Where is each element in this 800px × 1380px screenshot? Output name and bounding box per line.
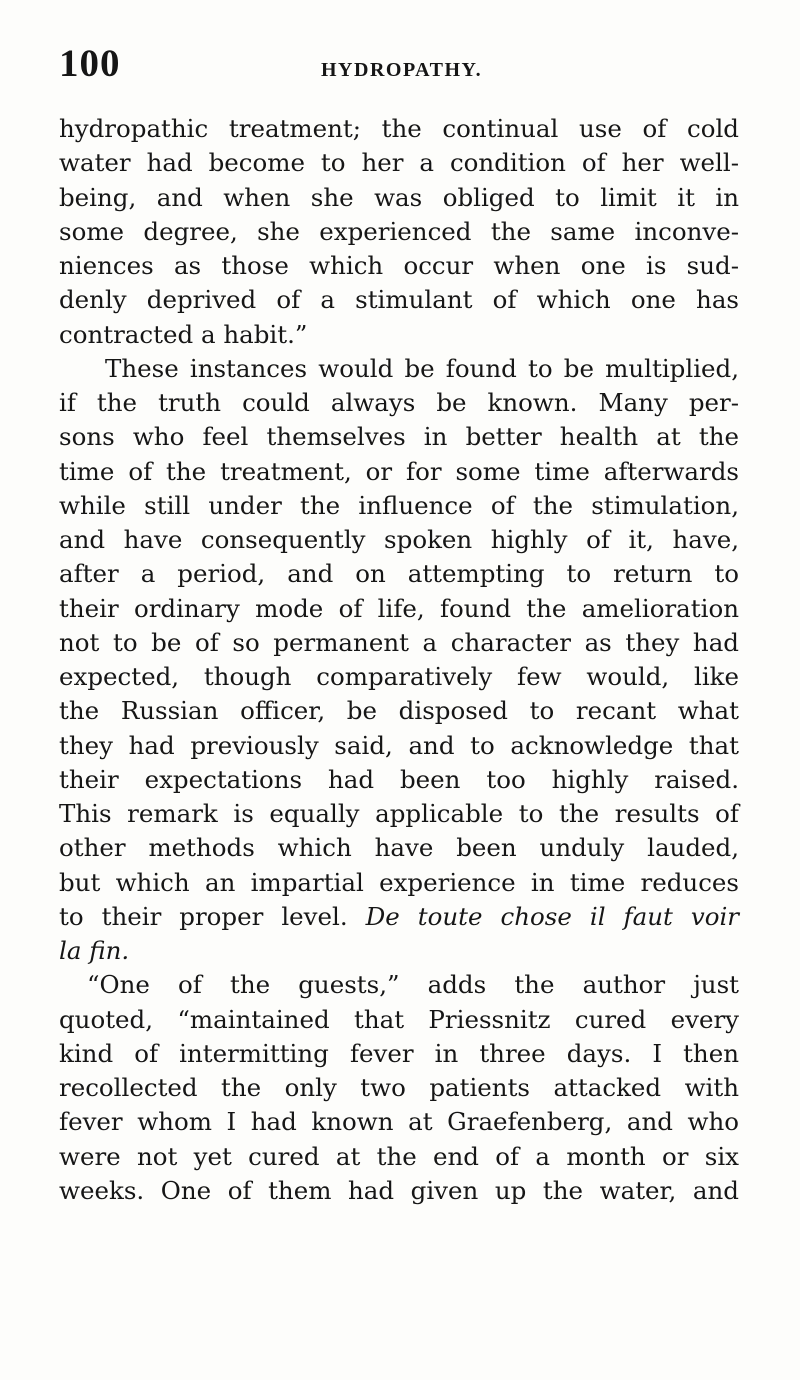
text-line: contracted a habit.” — [59, 319, 308, 349]
text-line: other methods which have been unduly lauded, — [59, 833, 739, 863]
text-line-with-quote — [59, 900, 739, 934]
text-line: This remark is equally applicable to the results of — [59, 799, 739, 828]
text-line: recollected the only two patients attacked with — [59, 1073, 739, 1102]
page-header — [59, 44, 739, 94]
text-line: time of the treatment, or for some time afterwards — [59, 456, 739, 486]
text-line: sons who feel themselves in better health at the — [59, 422, 739, 452]
text-line: denly deprived of a stimulant of which one has — [59, 285, 739, 315]
text-line: and have consequently spoken highly of it, have, — [59, 525, 739, 554]
text-line: expected, though comparatively few would, like — [59, 662, 739, 691]
text-line: being, and when she was obliged to limit it in — [59, 182, 739, 212]
text-line: not to be of so permanent a character as they had — [59, 627, 739, 657]
text-line: their expectations had been too highly raised. — [59, 764, 739, 794]
text-line: the Russian officer, be disposed to recant what — [59, 696, 739, 726]
text-line: kind of intermitting fever in three days. I then — [59, 1038, 739, 1068]
text-span: to their proper level. — [59, 901, 348, 931]
text-line: after a period, and on attempting to return to — [59, 559, 739, 589]
text-line: while still under the influence of the stimulation, — [59, 490, 739, 520]
text-line: fever whom I had known at Graefenberg, and who — [59, 1107, 739, 1137]
text-line: quoted, “maintained that Priessnitz cured every — [59, 1004, 739, 1034]
text-line: they had previously said, and to acknowledge that — [59, 730, 739, 760]
running-head: HYDROPATHY. — [321, 59, 483, 81]
french-quotation-end: la fin. — [59, 936, 130, 965]
text-line: were not yet cured at the end of a month or six — [59, 1141, 739, 1171]
french-quotation: De toute chose il faut voir — [365, 901, 739, 931]
text-line: some degree, she experienced the same inconve- — [59, 216, 739, 246]
text-line: their ordinary mode of life, found the amelioration — [59, 593, 739, 623]
paragraph-start-line: These instances would be found to be multiplied, — [105, 353, 739, 383]
paragraph-start-line: “One of the guests,” adds the author just — [87, 970, 739, 1000]
body-text — [59, 112, 739, 1208]
text-line: niences as those which occur when one is sud- — [59, 251, 739, 280]
text-line: water had become to her a condition of her well- — [59, 148, 739, 178]
text-line: if the truth could always be known. Many per- — [59, 388, 739, 417]
text-line: weeks. One of them had given up the water, and — [59, 1175, 739, 1205]
text-line: but which an impartial experience in time reduces — [59, 867, 739, 897]
page-number: 100 — [59, 42, 121, 85]
text-line: hydropathic treatment; the continual use of cold — [59, 114, 739, 143]
